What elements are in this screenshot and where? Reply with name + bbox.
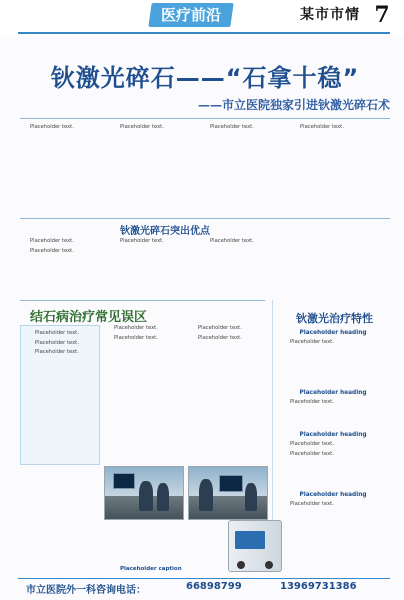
misconception-column-3 [188,325,266,463]
misconception-column-2 [104,325,182,463]
features-text-3 [280,441,386,489]
misconception-item: Placeholder text. [35,339,79,346]
misconception-item: Placeholder text. [35,349,79,356]
features-heading: 钬激光治疗特性 [296,312,373,325]
advantage-item: Placeholder text. [120,238,164,244]
intro-paragraph: Placeholder text. [300,124,344,130]
features-subheading: Placeholder heading [299,432,367,438]
advantage-item: Placeholder text. [30,247,74,254]
misconception-column-1 [20,325,100,465]
misconception-item: Placeholder text. [198,334,242,341]
features-subheading: Placeholder heading [299,330,367,336]
advantages-heading: 钬激光碎石突出优点 [120,226,210,237]
intro-column-4 [290,124,386,214]
advantage-item: Placeholder text. [210,238,254,244]
surgeon-figure [139,481,153,511]
features-text-1 [280,339,386,387]
hotline-label: 市立医院外一科咨询电话： [26,585,146,596]
intro-paragraph: Placeholder text. [210,124,254,130]
features-subheading: Placeholder heading [299,492,367,498]
feature-paragraph: Placeholder text. [290,441,334,447]
misconception-item: Placeholder text. [198,325,242,331]
page-number: 7 [368,0,396,30]
surgery-photo [104,466,184,520]
misconception-item: Placeholder text. [114,325,158,331]
feature-paragraph: Placeholder text. [290,450,334,457]
page-header [0,0,404,36]
photo-caption: Placeholder caption [120,566,182,572]
monitor-screen [219,475,243,492]
misconception-item: Placeholder text. [35,330,79,336]
intro-paragraph: Placeholder text. [120,124,164,130]
advantages-column-2 [110,238,194,298]
headline: 钬激光碎石——“石拿十稳” [50,64,360,92]
subheadline: ——市立医院独家引进钬激光碎石术 [197,98,390,112]
header-rule [18,32,390,34]
advantages-column-3 [200,238,386,298]
machine-wheel [237,561,245,569]
machine-wheel [265,561,273,569]
misconception-text [25,330,95,460]
surgery-photo [188,466,268,520]
laser-machine-image [228,520,282,572]
headline-rule [20,118,390,119]
section-name: 某市市情 [300,7,360,23]
advantage-item: Placeholder text. [30,238,74,244]
surgeon-figure [157,483,169,511]
misconception-item: Placeholder text. [114,334,158,341]
hotline-number-2: 13969731386 [280,581,357,592]
surgeon-figure [199,479,213,511]
feature-paragraph: Placeholder text. [290,501,334,507]
intro-column-2 [110,124,194,214]
hotline-number-1: 66898799 [186,581,242,592]
feature-paragraph: Placeholder text. [290,399,334,405]
features-text-4 [280,501,386,573]
features-text-2 [280,399,386,429]
misconceptions-heading: 结石病治疗常见误区 [30,310,148,325]
section-rule [20,300,265,301]
intro-paragraph: Placeholder text. [30,124,74,130]
advantages-column-1 [20,238,104,298]
surgeon-figure [245,483,257,511]
section-logo-text: 医疗前沿 [160,6,221,24]
page-footer [18,578,390,595]
feature-paragraph: Placeholder text. [290,339,334,345]
monitor-screen [113,473,135,489]
section-rule [20,218,390,219]
features-subheading: Placeholder heading [299,390,367,396]
laser-control-panel [235,531,265,549]
intro-column-3 [200,124,284,214]
section-logo [148,3,233,27]
intro-column-1 [20,124,104,214]
